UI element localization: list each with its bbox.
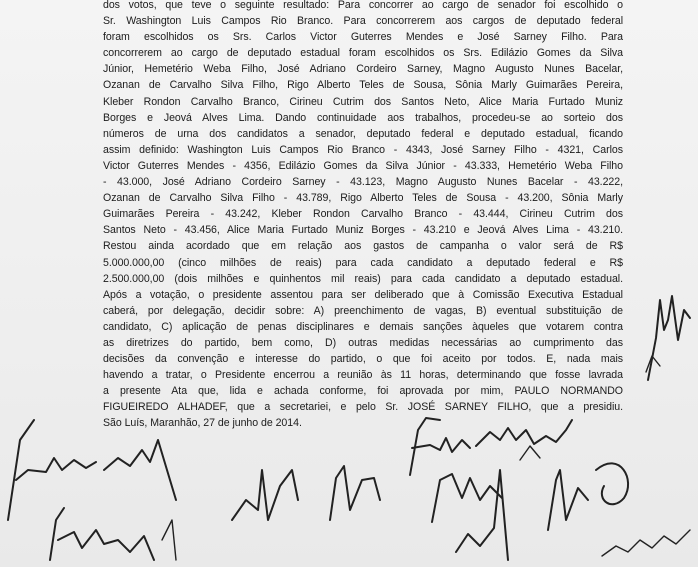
text-line: foram escolhidos os Srs. Carlos Victor Guterres Mendes e José Sarney Filho. Para bbox=[103, 31, 623, 44]
text-line: Santos Neto - 43.456, Alice Maria Furtado Muniz Borges - 43.210 e Jeová Alves Lima - 43.210. bbox=[103, 224, 623, 237]
text-line: as diretrizes do partido, bem como, D) outras medidas necessárias ao cumprimento das bbox=[103, 336, 623, 349]
text-line: Borges e Jeová Alves Lima. Dando continuidade aos trabalhos, procedeu-se ao sorteio dos bbox=[103, 111, 623, 124]
text-line: decisões da convenção e interesse do partido, o que foi aceito por todos. E, nada mais bbox=[103, 353, 623, 366]
signature-5 bbox=[432, 470, 508, 560]
text-line: - 43.000, José Adriano Cordeiro Sarney - 43.123, Magno Augusto Nunes Bacelar - 43.222, bbox=[103, 176, 623, 189]
text-line: Kleber Rondon Carvalho Branco, Cirineu Cutrim dos Santos Neto, Alice Maria Furtado Muniz bbox=[103, 95, 623, 108]
text-line: Restou ainda acordado que em relação aos gastos de campanha o valor será de R$ bbox=[103, 240, 623, 253]
text-line: Ozanan de Carvalho Silva Filho, Rigo Alberto Teles de Sousa, Sônia Marly Guimarães Pereira, bbox=[103, 79, 623, 92]
text-line: Sr. Washington Luis Campos Rio Branco. Para concorrerem aos cargos de deputado federal bbox=[103, 15, 623, 28]
text-line: havendo a tratar, o Presidente encerrou a reunião às 11 horas, determinando que fosse lavrada bbox=[103, 369, 623, 382]
text-line: FIGUEIREDO ALHADEF, que a secretariei, e pelo Sr. JOSÉ SARNEY FILHO, que a presidiu. bbox=[103, 401, 623, 414]
signature-2 bbox=[8, 420, 176, 520]
date-line: São Luís, Maranhão, 27 de junho de 2014. bbox=[103, 417, 302, 430]
text-line: a presente Ata que, lida e achada conforme, foi aprovada por mim, PAULO NORMANDO bbox=[103, 385, 623, 398]
signature-6 bbox=[548, 463, 628, 530]
text-line: candidato, C) aplicação de penas disciplinares e demais sanções àqueles que votarem contra bbox=[103, 320, 623, 333]
signature-3 bbox=[50, 508, 176, 560]
signature-7 bbox=[602, 530, 690, 556]
text-line: números de urna dos candidatos a senador, deputado federal e deputado estadual, ficando bbox=[103, 127, 623, 140]
signature-4 bbox=[232, 466, 380, 520]
text-line: assim definido: Washington Luis Campos Rio Branco - 4343, José Sarney Filho - 4321, Carlos bbox=[103, 143, 623, 156]
margin-signature bbox=[646, 296, 690, 380]
text-line: Guimarães Pereira - 43.242, Kleber Rondon Carvalho Branco - 43.444, Cirineu Cutrim dos bbox=[103, 208, 623, 221]
text-line: dos votos, que teve o seguinte resultado: Para concorrer ao cargo de senador foi escolhido o bbox=[103, 0, 623, 11]
text-line: caberá, por delegação, decidir sobre: A) preenchimento de vagas, B) eventual substituição de bbox=[103, 304, 623, 317]
text-line: Ozanan de Carvalho Silva Filho - 43.789, Rigo Alberto Teles de Sousa - 43.200, Sônia Marly bbox=[103, 192, 623, 205]
text-line: concorrerem ao cargo de deputado estadual foram escolhidos os Srs. Edilázio Gomes da Silva bbox=[103, 47, 623, 60]
text-line: Victor Guterres Mendes - 4356, Edilázio Gomes da Silva Júnior - 43.333, Hemetério Weba Filho bbox=[103, 159, 623, 172]
minutes-text bbox=[103, 0, 623, 432]
text-line: 2.500.000,00 (dois milhões e quinhentos mil reais) para cada candidato a deputado estadual. bbox=[103, 272, 623, 285]
text-line: 5.000.000,00 (cinco milhões de reais) para cada candidato a deputado federal e R$ bbox=[103, 256, 623, 269]
text-line: Após a votação, o presidente assentou para ser deliberado que à Comissão Executiva Estadual bbox=[103, 288, 623, 301]
text-line: Júnior, Hemetério Weba Filho, José Adriano Cordeiro Sarney, Magno Augusto Nunes Bacelar, bbox=[103, 63, 623, 76]
